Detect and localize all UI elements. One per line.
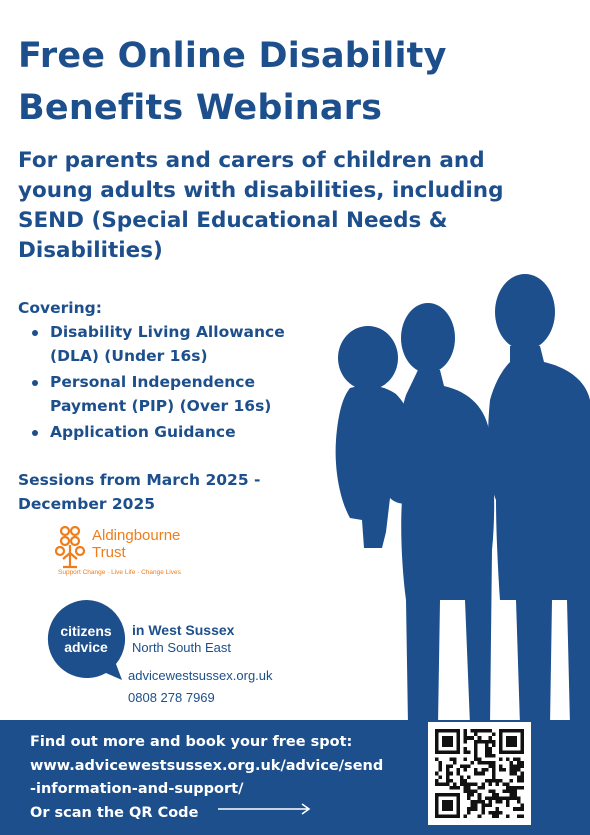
qr-code-icon <box>428 722 531 825</box>
citizens-advice-region: in West Sussex <box>132 622 235 638</box>
aldingbourne-tagline: Support Change · Live Life · Change Lives <box>58 569 181 576</box>
footer-line-1: Find out more and book your free spot: <box>30 734 353 750</box>
topic-item-pip: Personal Independence Payment (PIP) (Over 16s) <box>18 370 318 418</box>
citizens-advice-website: advicewestsussex.org.uk <box>128 668 273 683</box>
citizens-advice-subregion: North South East <box>132 640 231 655</box>
sessions-dates: Sessions from March 2025 - December 2025 <box>18 471 261 513</box>
footer-line-3: -information-and-support/ <box>30 781 244 797</box>
page-title: Free Online Disability Benefits Webinars <box>18 36 447 128</box>
footer-line-2: www.advicewestsussex.org.uk/advice/send <box>30 757 384 774</box>
topic-item-dla: Disability Living Allowance (DLA) (Under 16s) <box>18 320 318 368</box>
citizens-advice-phone: 0808 278 7969 <box>128 690 215 705</box>
covering-label: Covering: <box>18 299 102 317</box>
family-silhouette-image <box>320 270 590 725</box>
topic-list <box>18 320 318 446</box>
page-subtitle: For parents and carers of children and young adults with disabilities, including SEND (Special Educational Needs & Disabilities) <box>18 148 504 263</box>
citizens-advice-logo-text: citizens advice <box>60 623 112 655</box>
arrow-right-icon <box>218 803 314 815</box>
aldingbourne-name: Aldingbourne Trust <box>92 527 181 561</box>
footer-line-4: Or scan the QR Code <box>30 804 199 821</box>
topic-item-guidance: Application Guidance <box>18 420 318 444</box>
